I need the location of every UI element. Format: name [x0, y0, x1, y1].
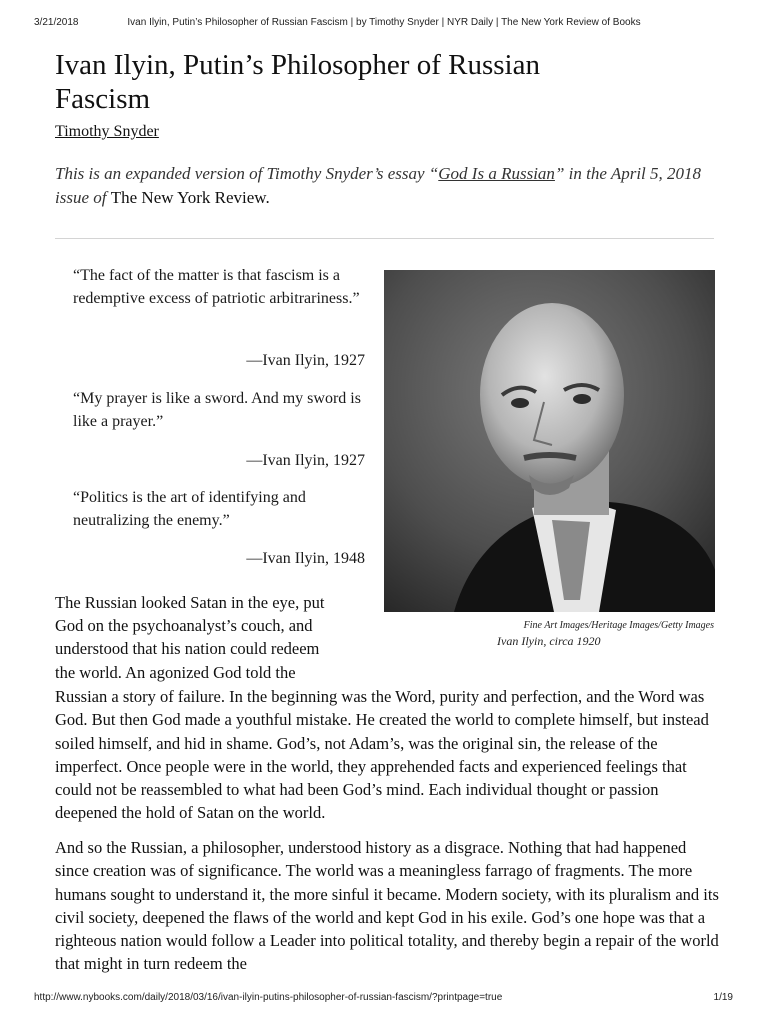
print-date: 3/21/2018 — [34, 17, 79, 28]
article-intro — [55, 162, 715, 210]
print-url: http://www.nybooks.com/daily/2018/03/16/ivan-ilyin-putins-philosopher-of-russian-fascism/?printpage=true — [34, 992, 503, 1003]
paragraph-2: And so the Russian, a philosopher, understood history as a disgrace. Nothing that had happened since creation was of significance. The world was a meaningless farrago of fragments. The more humans sought to understand it, the more sinful it became. Modern society, with its pluralism and its civil society, deepened the flaws of the world and kept God in his exile. God’s one hope was that a righteous nation would follow a Leader into political totality, and thereby begin a repair of the world that might in turn redeem the — [55, 838, 719, 974]
epigraph-attribution: —Ivan Ilyin, 1948 — [246, 550, 365, 567]
portrait-photo — [384, 270, 715, 612]
paragraph-line: the world. An agonized God told the — [55, 663, 296, 682]
essay-link[interactable]: God Is a Russian — [438, 164, 555, 183]
intro-text-start: This is an expanded version of Timothy Snyder’s essay “ — [55, 164, 439, 183]
paragraph-text: Russian a story of failure. In the beginning was the Word, purity and perfection, and the Word was God. But then God made a youthful mistake. He created the world to complete himself, but instead soiled himself, and hid in shame. God’s, not Adam’s, was the original sin, the release of the imperfect. Once people were in the world, they apprehended facts and experienced feelings that could not be reassembled to what had been God’s mind. Each individual thought or passion deepened the hold of Satan on the world. — [55, 687, 709, 823]
paragraph-line: understood that his nation could redeem — [55, 639, 320, 658]
print-page-title: Ivan Ilyin, Putin’s Philosopher of Russian Fascism | by Timothy Snyder | NYR Daily | The New York Review of Books — [127, 17, 641, 28]
print-footer — [0, 992, 768, 1006]
paragraph-line: The Russian looked Satan in the eye, put — [55, 593, 325, 612]
paragraph-line: God on the psychoanalyst’s couch, and — [55, 616, 313, 635]
section-divider — [55, 238, 714, 239]
author-link[interactable]: Timothy Snyder — [55, 123, 159, 140]
intro-text-end: ” in the April 5, 2018 issue of — [55, 164, 702, 207]
article-title: Ivan Ilyin, Putin’s Philosopher of Russian Fascism — [55, 49, 540, 115]
photo-caption: Ivan Ilyin, circa 1920 — [497, 634, 601, 648]
epigraph-quote: “My prayer is like a sword. And my sword is like a prayer.” — [73, 390, 361, 430]
epigraph-quote: “Politics is the art of identifying and neutralizing the enemy.” — [73, 489, 306, 529]
epigraph-quote: “The fact of the matter is that fascism is a redemptive excess of patriotic arbitrariness.” — [73, 267, 360, 307]
epigraph-attribution: —Ivan Ilyin, 1927 — [246, 352, 365, 369]
publication-name: The New York Review. — [110, 188, 270, 207]
epigraph-attribution: —Ivan Ilyin, 1927 — [246, 452, 365, 469]
page-number: 1/19 — [713, 992, 733, 1003]
portrait-image — [384, 270, 715, 612]
photo-credit: Fine Art Images/Heritage Images/Getty Images — [523, 620, 714, 631]
print-header — [0, 17, 768, 31]
